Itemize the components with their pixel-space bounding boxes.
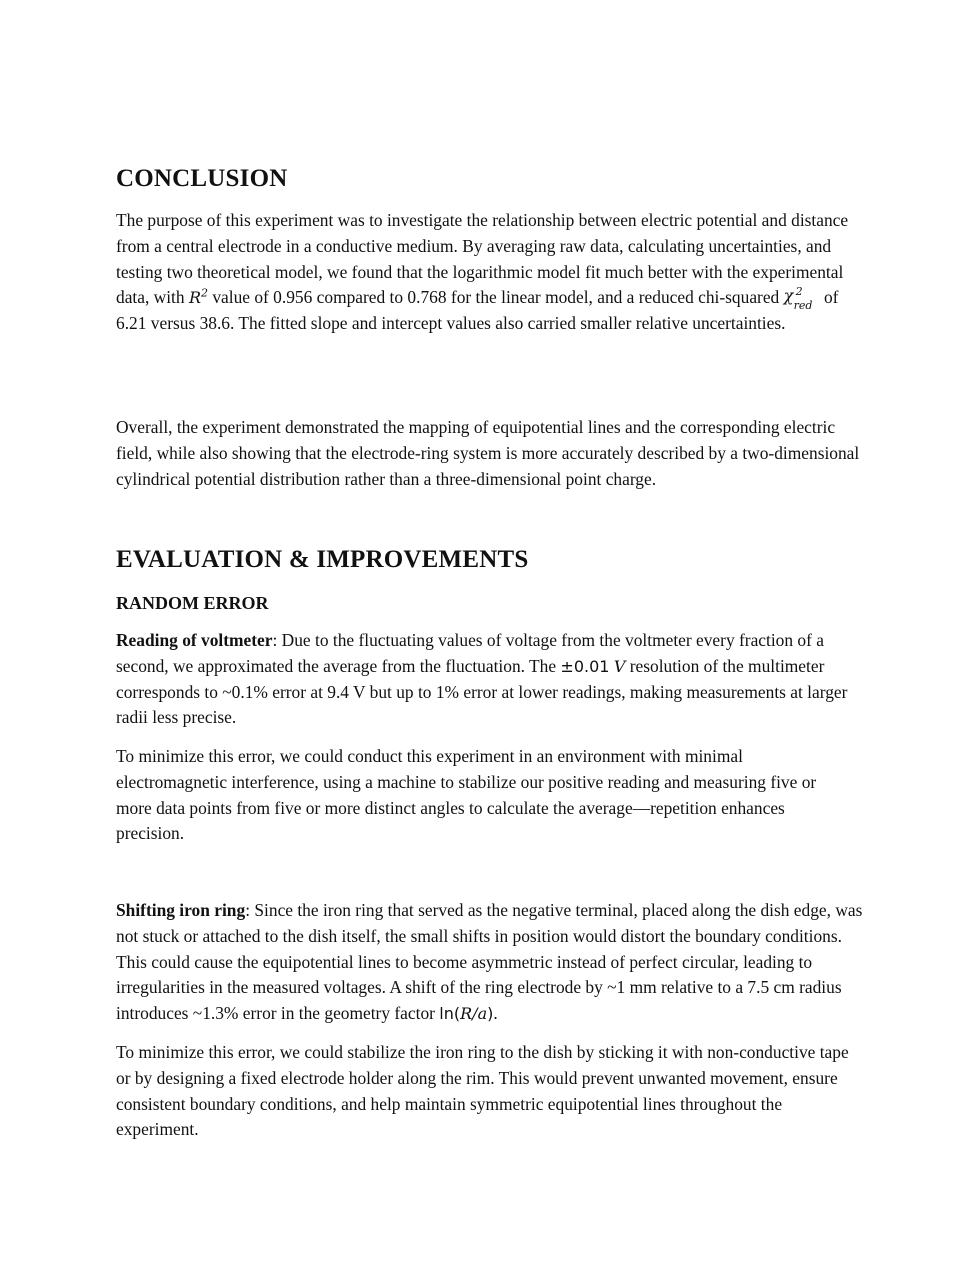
geometry-factor-fn: ln( — [439, 1004, 461, 1024]
chi-squared-red-symbol: χ 2 red — [783, 285, 813, 313]
iron-ring-label: Shifting iron ring — [116, 900, 246, 920]
conclusion-p1-text-c: of 6.21 versus 38.6. The fitted slope and intercept values also carried smaller relative uncertainties. — [116, 287, 839, 334]
conclusion-heading: CONCLUSION — [116, 165, 288, 192]
iron-ring-paragraph — [116, 898, 866, 1027]
evaluation-heading: EVALUATION & IMPROVEMENTS — [116, 546, 529, 573]
r-squared-symbol: $R^2$ — [188, 287, 208, 308]
iron-ring-text-b: . — [493, 1003, 498, 1024]
resolution-unit: V — [613, 656, 626, 676]
resolution-value: ±0.01 — [560, 656, 610, 676]
conclusion-p1-text-a: The purpose of this experiment was to investigate the relationship between electric potential and distance from a central electrode in a conductive medium. By averaging raw data, calculating uncertainties, and testing two theoretical model, we found that the logarithmic model fit much better with the experimental data, with — [116, 210, 849, 308]
voltmeter-paragraph — [116, 628, 866, 731]
voltmeter-text-a: : Due to the fluctuating values of voltage from the voltmeter every fraction of a second, we approximated the average from the fluctuation. The — [116, 630, 824, 676]
voltmeter-fix-paragraph: To minimize this error, we could conduct this experiment in an environment with minimal electromagnetic interference, using a machine to stabilize our positive reading and measuring five or more data points from five or more distinct angles to calculate the average—repetition enhances precision. — [116, 746, 817, 844]
conclusion-paragraph-1 — [116, 208, 866, 337]
iron-ring-text-a: : Since the iron ring that served as the negative terminal, placed along the dish edge, was not stuck or attached to the dish itself, the small shifts in position would distort the boundary conditions. This could cause the equipotential lines to become asymmetric instead of perfect circular, leading to irregularities in the measured voltages. A shift of the ring electrode by ~1 mm relative to a 7.5 cm radius introduces ~1.3% error in the geometry factor — [116, 900, 863, 1024]
conclusion-p1-text-b: value of 0.956 compared to 0.768 for the linear model, and a reduced chi-squared — [207, 287, 784, 308]
random-error-subheading: RANDOM ERROR — [116, 593, 269, 613]
geometry-factor-arg: R/a — [460, 1004, 488, 1024]
conclusion-paragraph-2: Overall, the experiment demonstrated the mapping of equipotential lines and the corresponding electric field, while also showing that the electrode-ring system is more accurately described by a two-dimensional cylindrical potential distribution rather than a three-dimensional point charge. — [116, 417, 860, 489]
iron-ring-fix-paragraph: To minimize this error, we could stabilize the iron ring to the dish by sticking it with non-conductive tape or by designing a fixed electrode holder along the rim. This would prevent unwanted movement, ensure consistent boundary conditions, and help maintain symmetric equipotential lines throughout the experiment. — [116, 1042, 849, 1140]
voltmeter-label: Reading of voltmeter — [116, 630, 273, 650]
voltmeter-text-b: resolution of the multimeter corresponds to ~0.1% error at 9.4 V but up to 1% error at lower readings, making measurements at larger radii less precise. — [116, 655, 848, 728]
geometry-factor-close: ) — [487, 1004, 494, 1024]
